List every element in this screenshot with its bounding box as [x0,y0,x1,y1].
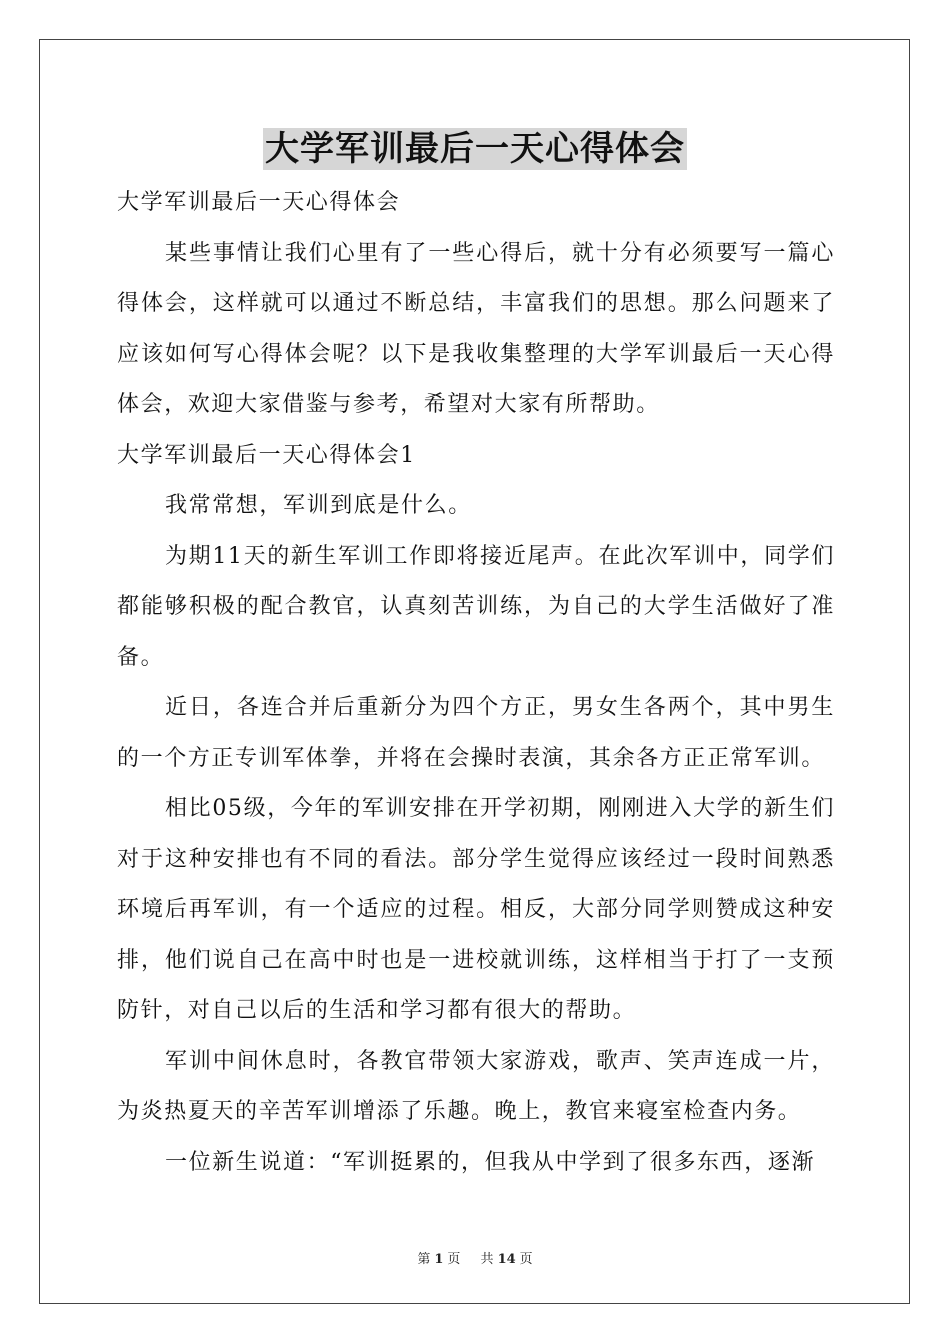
paragraph: 一位新生说道：“军训挺累的，但我从中学到了很多东西，逐渐 [165,1149,816,1175]
total-count: 14 [497,1252,516,1267]
page-suffix: 页 [447,1252,461,1267]
paragraph: 近日，各连合并后重新分为四个方正，男女生各两个，其中男生的一个方正专训军体拳，并将在会操时表演，其余各方正正常军训。 [117,695,835,771]
paragraph-intro: 某些事情让我们心里有了一些心得后，就十分有必须要写一篇心得体会，这样就可以通过不断总结，丰富我们的思想。那么问题来了应该如何写心得体会呢？以下是我收集整理的大学军训最后一天心得体会，欢迎大家借鉴与参考，希望对大家有所帮助。 [117,240,835,417]
paragraph: 我常常想，军训到底是什么。 [165,493,472,518]
current-page: 1 [434,1252,444,1267]
paragraph: 军训中间休息时，各教官带领大家游戏，歌声、笑声连成一片，为炎热夏天的辛苦军训增添了乐趣。晚上，教官来寝室检查内务。 [117,1048,835,1124]
title-container [0,128,950,170]
page-footer [0,1248,950,1267]
paragraph-subtitle: 大学军训最后一天心得体会 [117,190,401,215]
document-title: 大学军训最后一天心得体会 [265,129,685,169]
paragraph: 为期11天的新生军训工作即将接近尾声。在此次军训中，同学们都能够积极的配合教官，认真刻苦训练，为自己的大学生活做好了准备。 [117,543,835,670]
page-number [413,1252,464,1267]
page-prefix: 第 [417,1252,431,1267]
paragraph: 相比05级，今年的军训安排在开学初期，刚刚进入大学的新生们对于这种安排也有不同的看法。部分学生觉得应该经过一段时间熟悉环境后再军训，有一个适应的过程。相反，大部分同学则赞成这种安排，他们说自己在高中时也是一进校就训练，这样相当于打了一支预防针，对自己以后的生活和学习都有很大的帮助。 [117,796,835,1023]
section-heading-1: 大学军训最后一天心得体会1 [117,442,416,468]
total-suffix: 页 [519,1252,533,1267]
total-prefix: 共 [480,1252,494,1267]
total-pages [477,1252,537,1267]
document-body [117,178,835,1188]
